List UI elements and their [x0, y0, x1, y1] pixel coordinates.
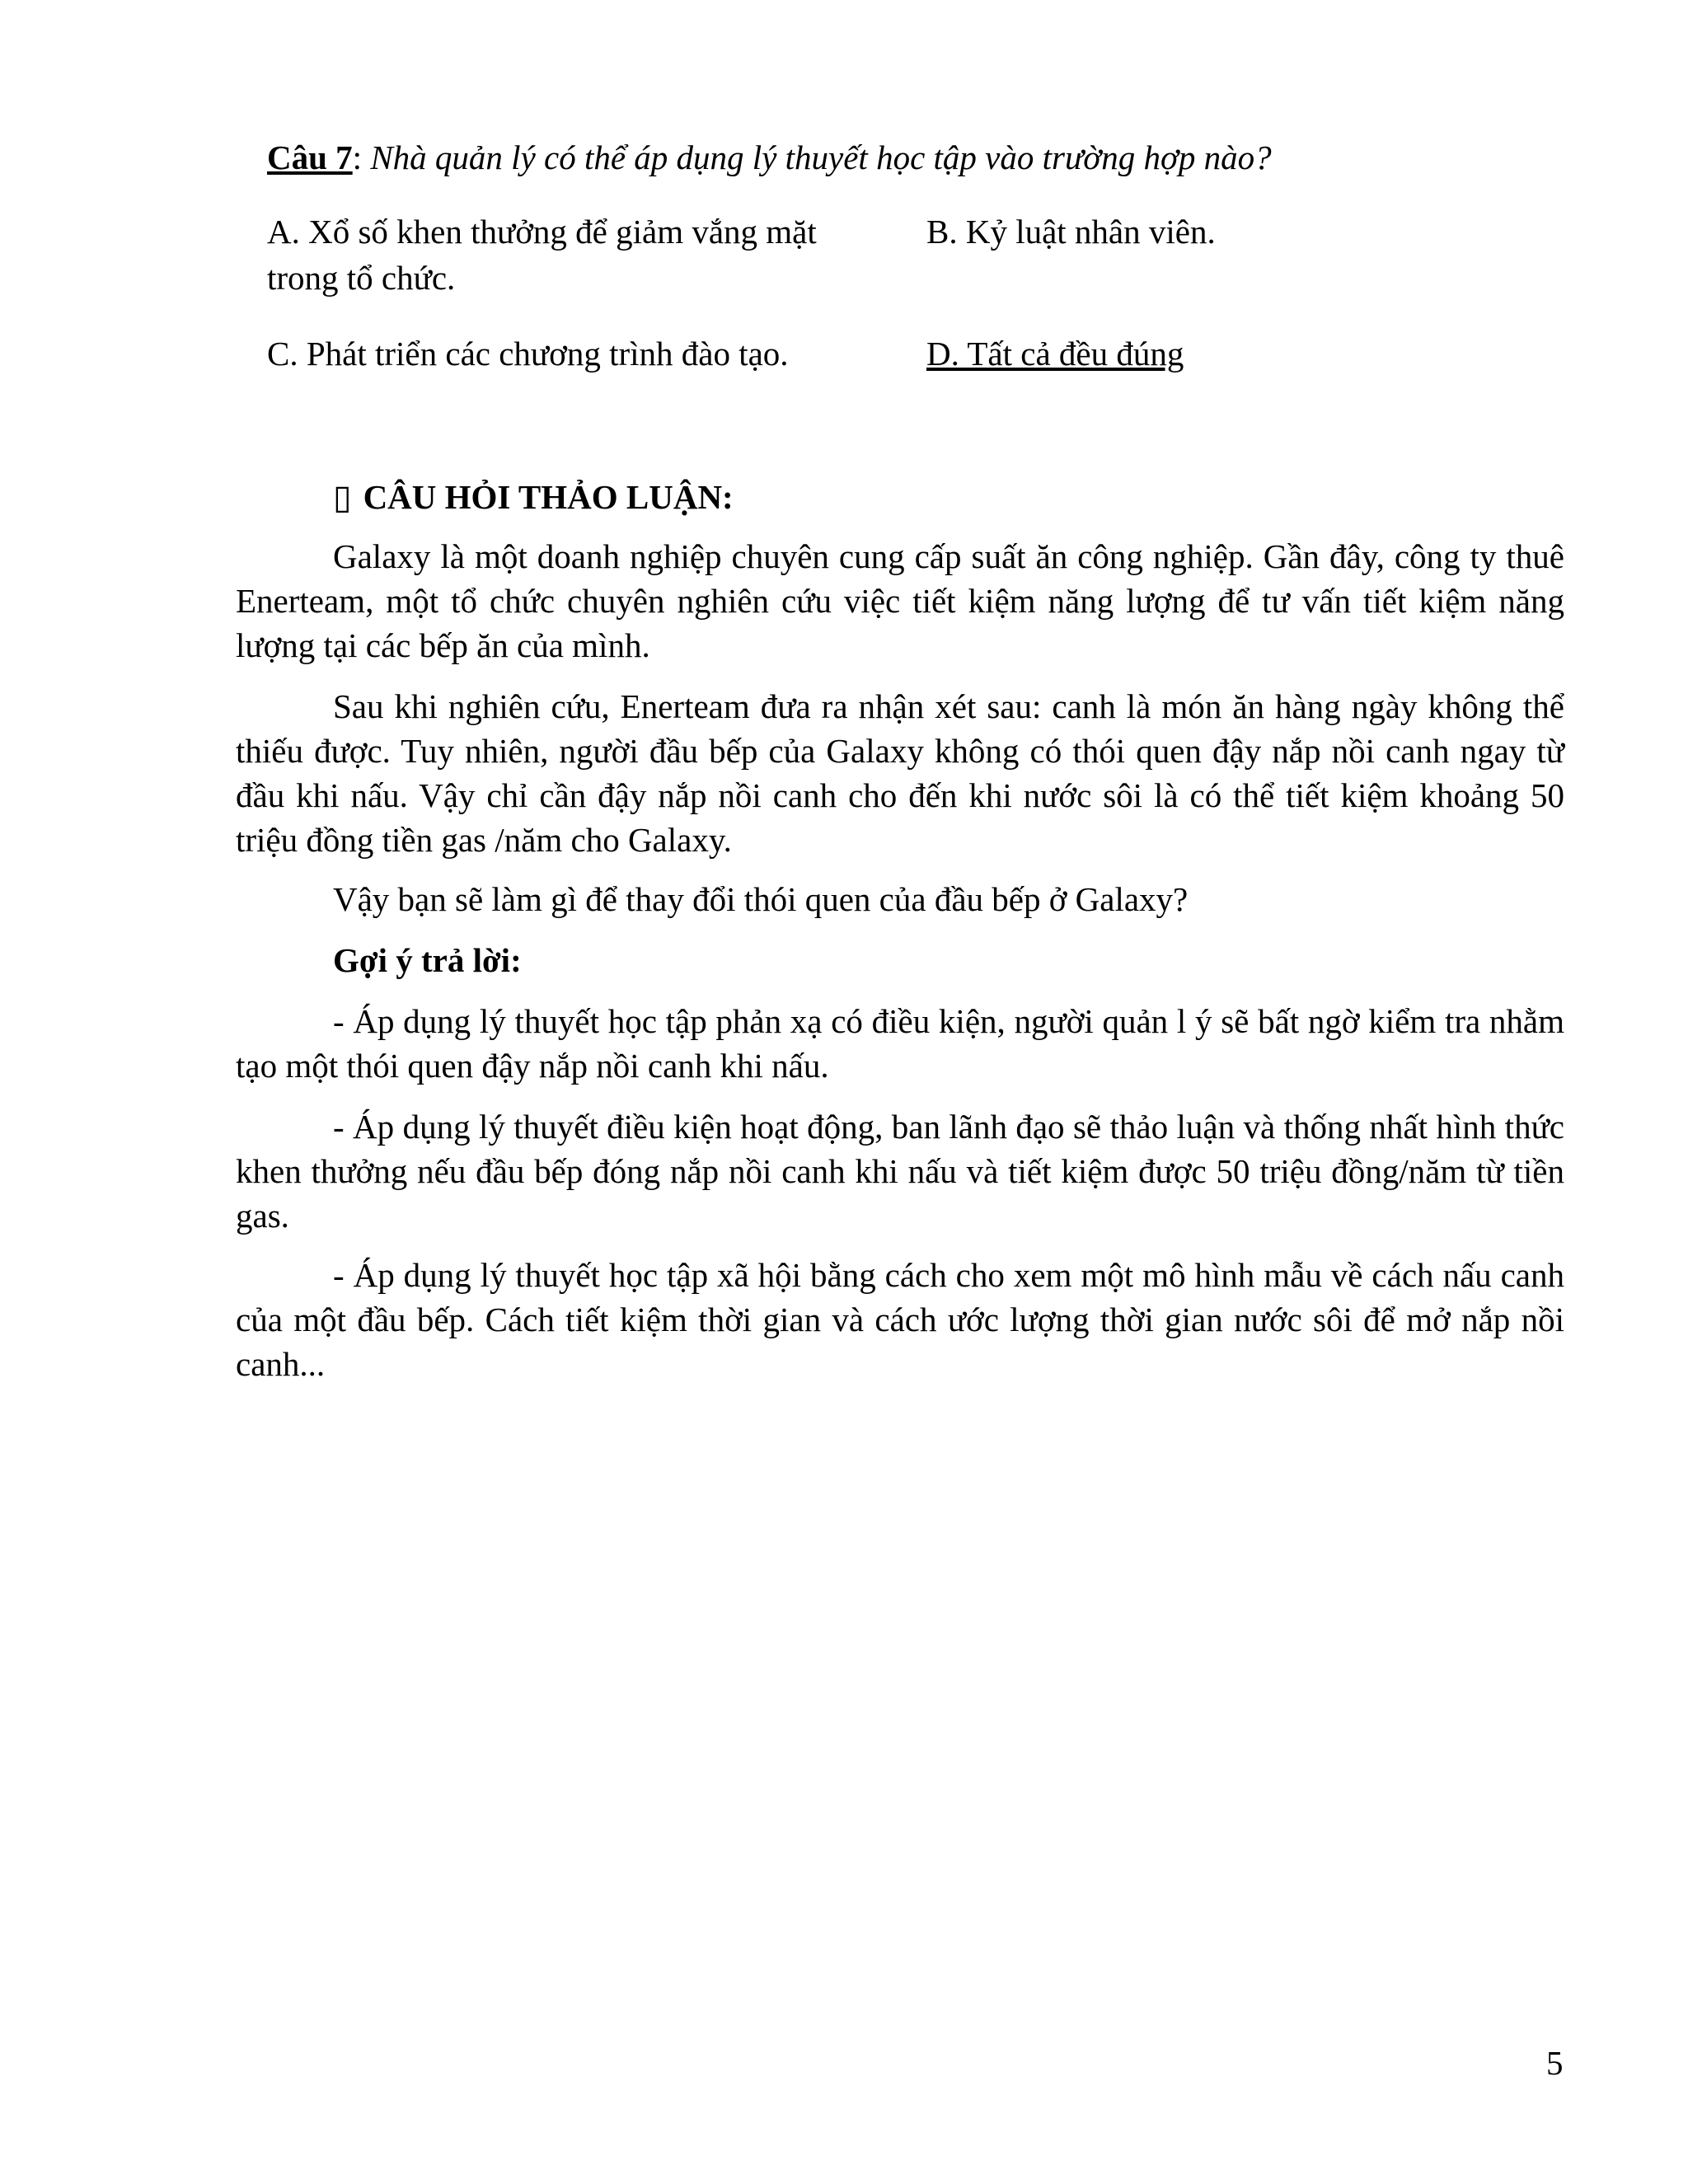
discussion-heading [333, 475, 734, 519]
discussion-paragraph-1: Galaxy là một doanh nghiệp chuyên cung cấp suất ăn công nghiệp. Gần đây, công ty thuê Enerteam, một tổ chức chuyên nghiên cứu việc tiết kiệm năng lượng để tư vấn tiết kiệm năng lượng tại các bếp ăn của mình. [236, 537, 1564, 664]
hint-label: Gợi ý trả lời: [333, 941, 522, 979]
hint-paragraph-1: - Áp dụng lý thuyết học tập phản xạ có điều kiện, người quản l ý sẽ bất ngờ kiểm tra nhằm tạo một thói quen đậy nắp nồi canh khi nấu. [236, 1002, 1564, 1085]
option-c: C. Phát triển các chương trình đào tạo. [267, 335, 789, 373]
option-a-line1: A. Xổ số khen thưởng để giảm vắng mặt [267, 213, 817, 251]
discussion-paragraph-2: Sau khi nghiên cứu, Enerteam đưa ra nhận xét sau: canh là món ăn hàng ngày không thể thiếu được. Tuy nhiên, người đầu bếp của Galaxy không có thói quen đậy nắp nồi canh ngay từ đầu khi nấu. Vậy chỉ cần đậy nắp nồi canh cho đến khi nước sôi là có thể tiết kiệm khoảng 50 triệu đồng tiền gas /năm cho Galaxy. [236, 687, 1564, 859]
option-d-correct: D. Tất cả đều đúng [926, 335, 1184, 373]
question-text: Nhà quản lý có thể áp dụng lý thuyết học tập vào trường hợp nào? [370, 138, 1272, 176]
question-title [267, 135, 1272, 180]
checkbox-bullet-icon: ▯ [333, 477, 352, 517]
question-label: Câu 7 [267, 138, 353, 176]
page-number: 5 [1546, 2044, 1564, 2082]
hint-paragraph-2: - Áp dụng lý thuyết điều kiện hoạt động, ban lãnh đạo sẽ thảo luận và thống nhất hình thức khen thưởng nếu đầu bếp đóng nắp nồi canh khi nấu và tiết kiệm được 50 triệu đồng/năm từ tiền gas. [236, 1108, 1564, 1235]
option-a-line2: trong tổ chức. [267, 259, 456, 297]
hint-paragraph-3: - Áp dụng lý thuyết học tập xã hội bằng cách cho xem một mô hình mẫu về cách nấu canh của một đầu bếp. Cách tiết kiệm thời gian và cách ước lượng thời gian nước sôi để mở nắp nồi canh... [236, 1256, 1564, 1383]
question-separator: : [352, 138, 371, 176]
discussion-paragraph-3: Vậy bạn sẽ làm gì để thay đổi thói quen của đầu bếp ở Galaxy? [333, 880, 1189, 918]
discussion-heading-text: CÂU HỎI THẢO LUẬN: [363, 478, 734, 516]
option-b: B. Kỷ luật nhân viên. [926, 213, 1216, 251]
